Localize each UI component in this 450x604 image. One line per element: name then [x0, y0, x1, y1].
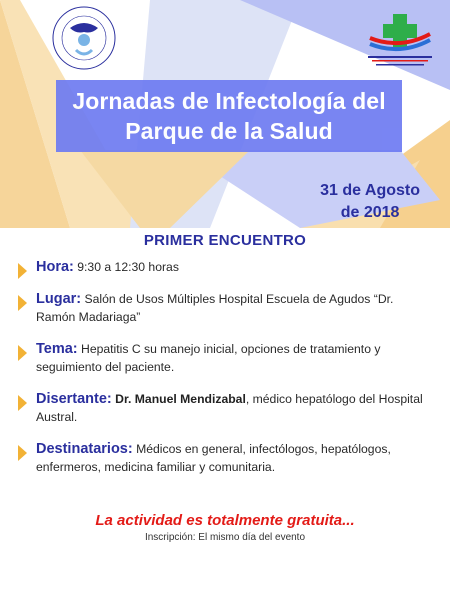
destinatarios-item [14, 440, 424, 476]
hora-item [14, 258, 424, 276]
lugar-label: Lugar: [36, 291, 82, 307]
hospital-logo [50, 4, 118, 72]
free-activity-notice: La actividad es totalmente gratuita... [95, 512, 355, 529]
title-line-2: Parque de la Salud [125, 118, 333, 144]
tema-value: Hepatitis C su manejo inicial, opciones de tratamiento y seguimiento del paciente. [36, 342, 381, 374]
disertante-item [14, 390, 424, 426]
title-box [56, 80, 402, 152]
destinatarios-label: Destinatarios: [36, 441, 133, 457]
encounter-heading: PRIMER ENCUENTRO [143, 232, 307, 249]
parque-salud-logo [362, 8, 438, 72]
event-date [320, 180, 420, 224]
lugar-value: Salón de Usos Múltiples Hospital Escuela de Agudos “Dr. Ramón Madariaga” [36, 292, 394, 324]
header-banner [0, 0, 450, 228]
bullet-arrow-icon [18, 395, 27, 411]
date-line-1: 31 de Agosto [320, 182, 420, 199]
tema-label: Tema: [36, 341, 78, 357]
hora-value: 9:30 a 12:30 horas [77, 260, 179, 274]
speaker-name: Dr. Manuel Mendizabal [115, 392, 246, 406]
bullet-arrow-icon [18, 295, 27, 311]
tema-item [14, 340, 424, 376]
disertante-label: Disertante: [36, 391, 112, 407]
bullet-arrow-icon [18, 345, 27, 361]
registration-note: Inscripción: El mismo día del evento [144, 532, 306, 543]
disertante-value: , médico hepatólogo del Hospital Austral. [36, 392, 423, 424]
date-line-2: de 2018 [340, 204, 400, 221]
bullet-arrow-icon [18, 445, 27, 461]
bullet-arrow-icon [18, 263, 27, 279]
destinatarios-value: Médicos en general, infectólogos, hepatólogos, enfermeros, medicina familiar y comunitaria. [36, 442, 391, 474]
details-list [14, 256, 424, 476]
title-line-1: Jornadas de Infectología del [72, 88, 386, 114]
lugar-item [14, 290, 424, 326]
hora-label: Hora: [36, 259, 74, 275]
